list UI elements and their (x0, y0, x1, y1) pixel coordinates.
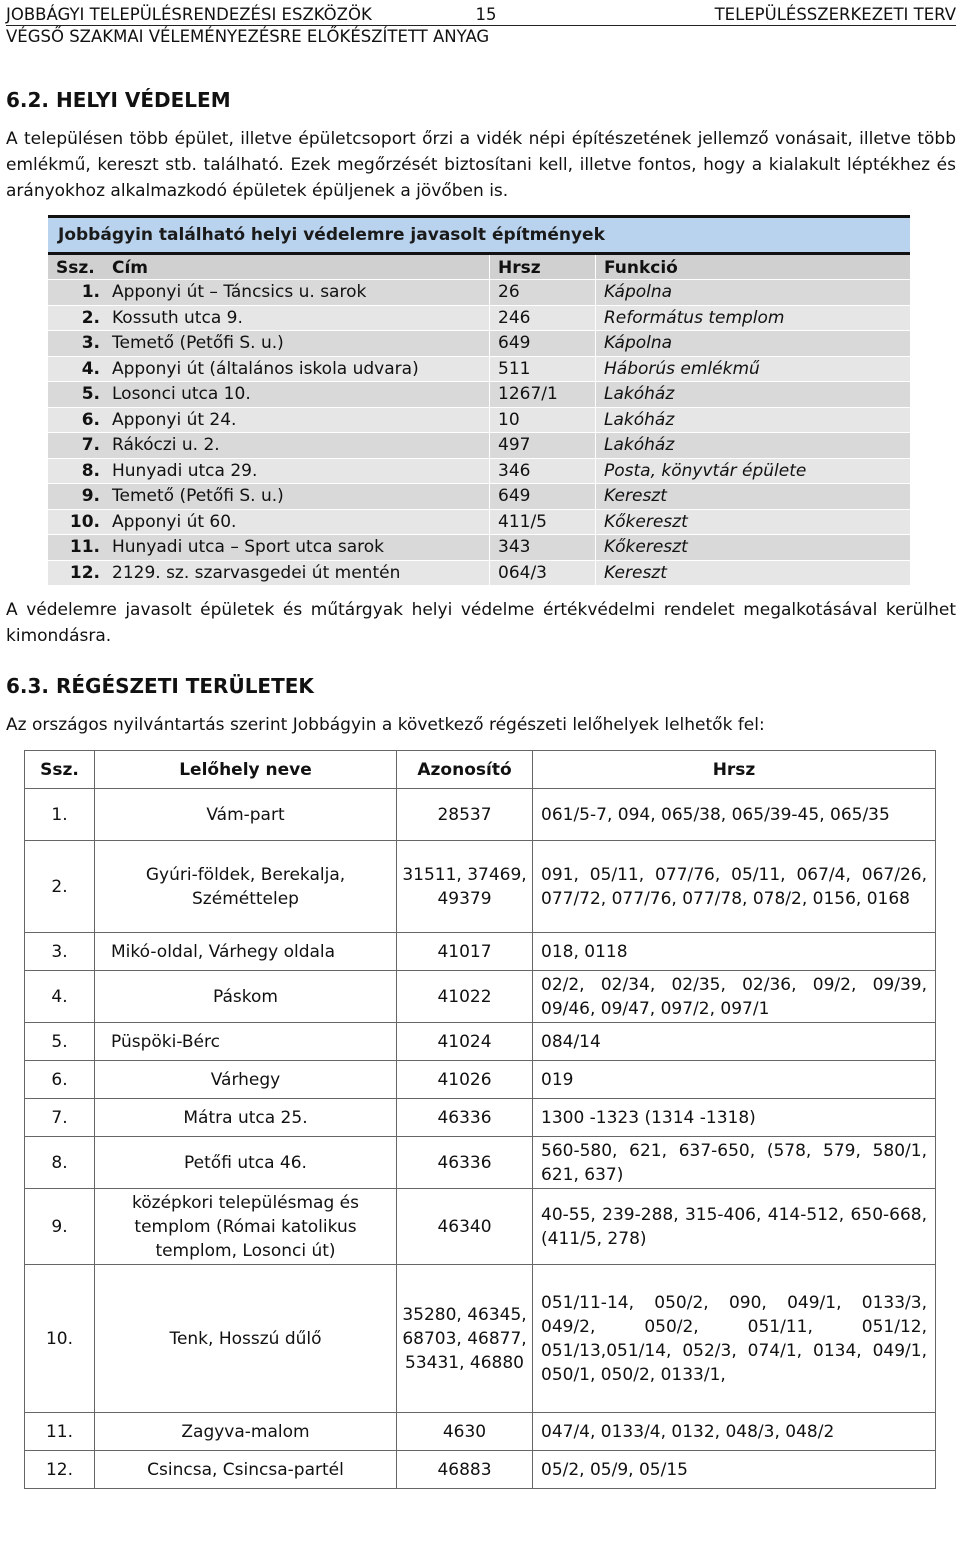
table-row (25, 1189, 936, 1265)
function-cell: Kőkereszt (604, 511, 688, 532)
section-6-2-closing: A védelemre javasolt épületek és műtárgyak helyi védelme értékvédelmi rendelet megalkotásával kerülhet kimondásra. (6, 600, 956, 646)
table-row (25, 1265, 936, 1413)
column-header: Ssz. (56, 258, 95, 278)
column-header: Funkció (604, 258, 678, 278)
parcel-cell: 40-55, 239-288, 315-406, 414-512, 650-668, (411/5, 278) (533, 1189, 936, 1265)
row-number: 7. (25, 1099, 95, 1137)
address-cell: Hunyadi utca 29. (106, 459, 490, 484)
address-cell: 2129. sz. szarvasgedei út mentén (106, 561, 490, 586)
site-id-cell: 4630 (397, 1413, 533, 1451)
row-number: 6. (81, 409, 100, 430)
header-subtitle: VÉGSŐ SZAKMAI VÉLEMÉNYEZÉSRE ELŐKÉSZÍTETT ANYAG (6, 27, 490, 46)
table-row (48, 280, 910, 306)
archaeological-sites-table (24, 750, 936, 1489)
parcel-cell: 246 (490, 306, 596, 331)
row-number: 7. (81, 435, 100, 455)
site-name-cell: Püspöki-Bérc (95, 1023, 397, 1061)
parcel-cell: 343 (490, 535, 596, 560)
row-number: 9. (25, 1189, 95, 1265)
header-plan-title: TELEPÜLÉSSZERKEZETI TERV (714, 5, 956, 24)
header-document-title: JOBBÁGYI TELEPÜLÉSRENDEZÉSI ESZKÖZÖK (6, 5, 372, 24)
table-row (48, 306, 910, 332)
row-number: 10. (25, 1265, 95, 1413)
site-id-cell: 41022 (397, 971, 533, 1023)
table-row (48, 535, 910, 561)
header-row-1 (6, 4, 956, 26)
row-number: 5. (25, 1023, 95, 1061)
parcel-cell: 084/14 (533, 1023, 936, 1061)
function-cell: Háborús emlékmű (604, 358, 760, 379)
table-row (25, 971, 936, 1023)
row-number: 9. (81, 486, 100, 506)
section-6-2-paragraph: A településen több épület, illetve épületcsoport őrzi a vidék népi építészetének jellemző vonásait, illetve több emlékmű, kereszt stb. található. Ezek megőrzését biztosítani kell, illetve fontos, hogy a kialakult léptékhez és arányokhoz alkalmazkodó épületek épüljenek a jövőben is. (6, 129, 956, 201)
local-protection-table (48, 215, 910, 586)
column-header: Lelőhely neve (95, 751, 397, 789)
site-id-cell: 41017 (397, 933, 533, 971)
table-row (48, 510, 910, 536)
table-row (25, 841, 936, 933)
table-row (48, 357, 910, 383)
function-cell: Lakóház (604, 409, 675, 430)
function-cell: Kereszt (604, 486, 667, 506)
site-id-cell: 35280, 46345, 68703, 46877, 53431, 46880 (397, 1265, 533, 1413)
parcel-cell: 02/2, 02/34, 02/35, 02/36, 09/2, 09/39, 09/46, 09/47, 097/2, 097/1 (533, 971, 936, 1023)
address-cell: Temető (Petőfi S. u.) (106, 331, 490, 356)
address-cell: Apponyi út 60. (106, 510, 490, 535)
section-6-2-heading: 6.2. HELYI VÉDELEM (6, 88, 231, 112)
column-header: Azonosító (397, 751, 533, 789)
parcel-cell: 05/2, 05/9, 05/15 (533, 1451, 936, 1489)
site-name-cell: Páskom (95, 971, 397, 1023)
parcel-cell: 051/11-14, 050/2, 090, 049/1, 0133/3, 049/2, 050/2, 051/11, 051/12, 051/13,051/14, 052/3, 074/1, 0134, 049/1, 050/1, 050/2, 0133/1, (533, 1265, 936, 1413)
table-row (25, 789, 936, 841)
address-cell: Losonci utca 10. (106, 382, 490, 407)
site-name-cell: Tenk, Hosszú dűlő (95, 1265, 397, 1413)
address-cell: Apponyi út 24. (106, 408, 490, 433)
address-cell: Apponyi út – Táncsics u. sarok (106, 280, 490, 305)
row-number: 3. (81, 333, 100, 353)
site-name-cell: Várhegy (95, 1061, 397, 1099)
row-number: 12. (25, 1451, 95, 1489)
parcel-cell: 411/5 (490, 510, 596, 535)
table-row (25, 1099, 936, 1137)
address-cell: Temető (Petőfi S. u.) (106, 484, 490, 509)
page-number: 15 (475, 5, 497, 24)
table-row (48, 331, 910, 357)
function-cell: Kereszt (604, 562, 667, 583)
site-id-cell: 41024 (397, 1023, 533, 1061)
parcel-cell: 061/5-7, 094, 065/38, 065/39-45, 065/35 (533, 789, 936, 841)
column-header: Hrsz (490, 255, 596, 279)
parcel-cell: 064/3 (490, 561, 596, 586)
row-number: 8. (81, 460, 100, 481)
table-row (25, 1413, 936, 1451)
row-number: 6. (25, 1061, 95, 1099)
site-name-cell: középkori településmag és templom (Római katolikus templom, Losonci út) (95, 1189, 397, 1265)
parcel-cell: 560-580, 621, 637-650, (578, 579, 580/1, 621, 637) (533, 1137, 936, 1189)
section-6-3-intro: Az országos nyilvántartás szerint Jobbágyin a következő régészeti lelőhelyek lelhetők fel: (6, 715, 765, 735)
row-number: 5. (81, 384, 100, 404)
function-cell: Református templom (604, 307, 785, 328)
row-number: 10. (69, 511, 100, 532)
site-name-cell: Petőfi utca 46. (95, 1137, 397, 1189)
parcel-cell: 091, 05/11, 077/76, 05/11, 067/4, 067/26, 077/72, 077/76, 077/78, 078/2, 0156, 0168 (533, 841, 936, 933)
parcel-cell: 10 (490, 408, 596, 433)
table-row (48, 382, 910, 408)
site-name-cell: Vám-part (95, 789, 397, 841)
site-name-cell: Mátra utca 25. (95, 1099, 397, 1137)
row-number: 8. (25, 1137, 95, 1189)
table-row (25, 933, 936, 971)
local-protection-table-title: Jobbágyin található helyi védelemre javasolt építmények (48, 215, 910, 252)
address-cell: Hunyadi utca – Sport utca sarok (106, 535, 490, 560)
archaeological-sites-table-body (25, 789, 936, 1489)
site-id-cell: 46340 (397, 1189, 533, 1265)
site-id-cell: 46336 (397, 1137, 533, 1189)
site-id-cell: 46336 (397, 1099, 533, 1137)
table-row (48, 459, 910, 485)
function-cell: Lakóház (604, 435, 675, 455)
row-number: 2. (25, 841, 95, 933)
site-id-cell: 28537 (397, 789, 533, 841)
site-name-cell: Zagyva-malom (95, 1413, 397, 1451)
row-number: 3. (25, 933, 95, 971)
table-row (48, 484, 910, 510)
table-header-row (25, 751, 936, 789)
row-number: 4. (25, 971, 95, 1023)
row-number: 11. (25, 1413, 95, 1451)
parcel-cell: 018, 0118 (533, 933, 936, 971)
row-number: 11. (69, 537, 100, 557)
site-id-cell: 46883 (397, 1451, 533, 1489)
parcel-cell: 649 (490, 331, 596, 356)
section-6-3-heading: 6.3. RÉGÉSZETI TERÜLETEK (6, 674, 314, 698)
site-id-cell: 31511, 37469, 49379 (397, 841, 533, 933)
table-row (25, 1137, 936, 1189)
table-row (48, 433, 910, 459)
address-cell: Apponyi út (általános iskola udvara) (106, 357, 490, 382)
row-number: 2. (81, 307, 100, 328)
site-id-cell: 41026 (397, 1061, 533, 1099)
column-header: Cím (106, 255, 490, 279)
row-number: 4. (81, 358, 100, 379)
function-cell: Kápolna (604, 282, 673, 302)
function-cell: Kápolna (604, 333, 673, 353)
page-header (6, 4, 956, 48)
table-row (25, 1061, 936, 1099)
parcel-cell: 497 (490, 433, 596, 458)
parcel-cell: 649 (490, 484, 596, 509)
row-number: 12. (69, 562, 100, 583)
address-cell: Rákóczi u. 2. (106, 433, 490, 458)
row-number: 1. (25, 789, 95, 841)
function-cell: Posta, könyvtár épülete (604, 460, 807, 481)
local-protection-table-header (48, 252, 910, 280)
function-cell: Lakóház (604, 384, 675, 404)
column-header: Ssz. (25, 751, 95, 789)
site-name-cell: Csincsa, Csincsa-partél (95, 1451, 397, 1489)
table-row (48, 408, 910, 434)
parcel-cell: 019 (533, 1061, 936, 1099)
parcel-cell: 1300 -1323 (1314 -1318) (533, 1099, 936, 1137)
parcel-cell: 047/4, 0133/4, 0132, 048/3, 048/2 (533, 1413, 936, 1451)
column-header: Hrsz (533, 751, 936, 789)
table-row (48, 561, 910, 587)
parcel-cell: 1267/1 (490, 382, 596, 407)
site-name-cell: Mikó-oldal, Várhegy oldala (95, 933, 397, 971)
parcel-cell: 511 (490, 357, 596, 382)
table-row (25, 1023, 936, 1061)
parcel-cell: 346 (490, 459, 596, 484)
site-name-cell: Gyúri-földek, Berekalja, Széméttelep (95, 841, 397, 933)
table-row (25, 1451, 936, 1489)
row-number: 1. (81, 282, 100, 302)
local-protection-table-body (48, 280, 910, 586)
function-cell: Kőkereszt (604, 537, 688, 557)
address-cell: Kossuth utca 9. (106, 306, 490, 331)
parcel-cell: 26 (490, 280, 596, 305)
